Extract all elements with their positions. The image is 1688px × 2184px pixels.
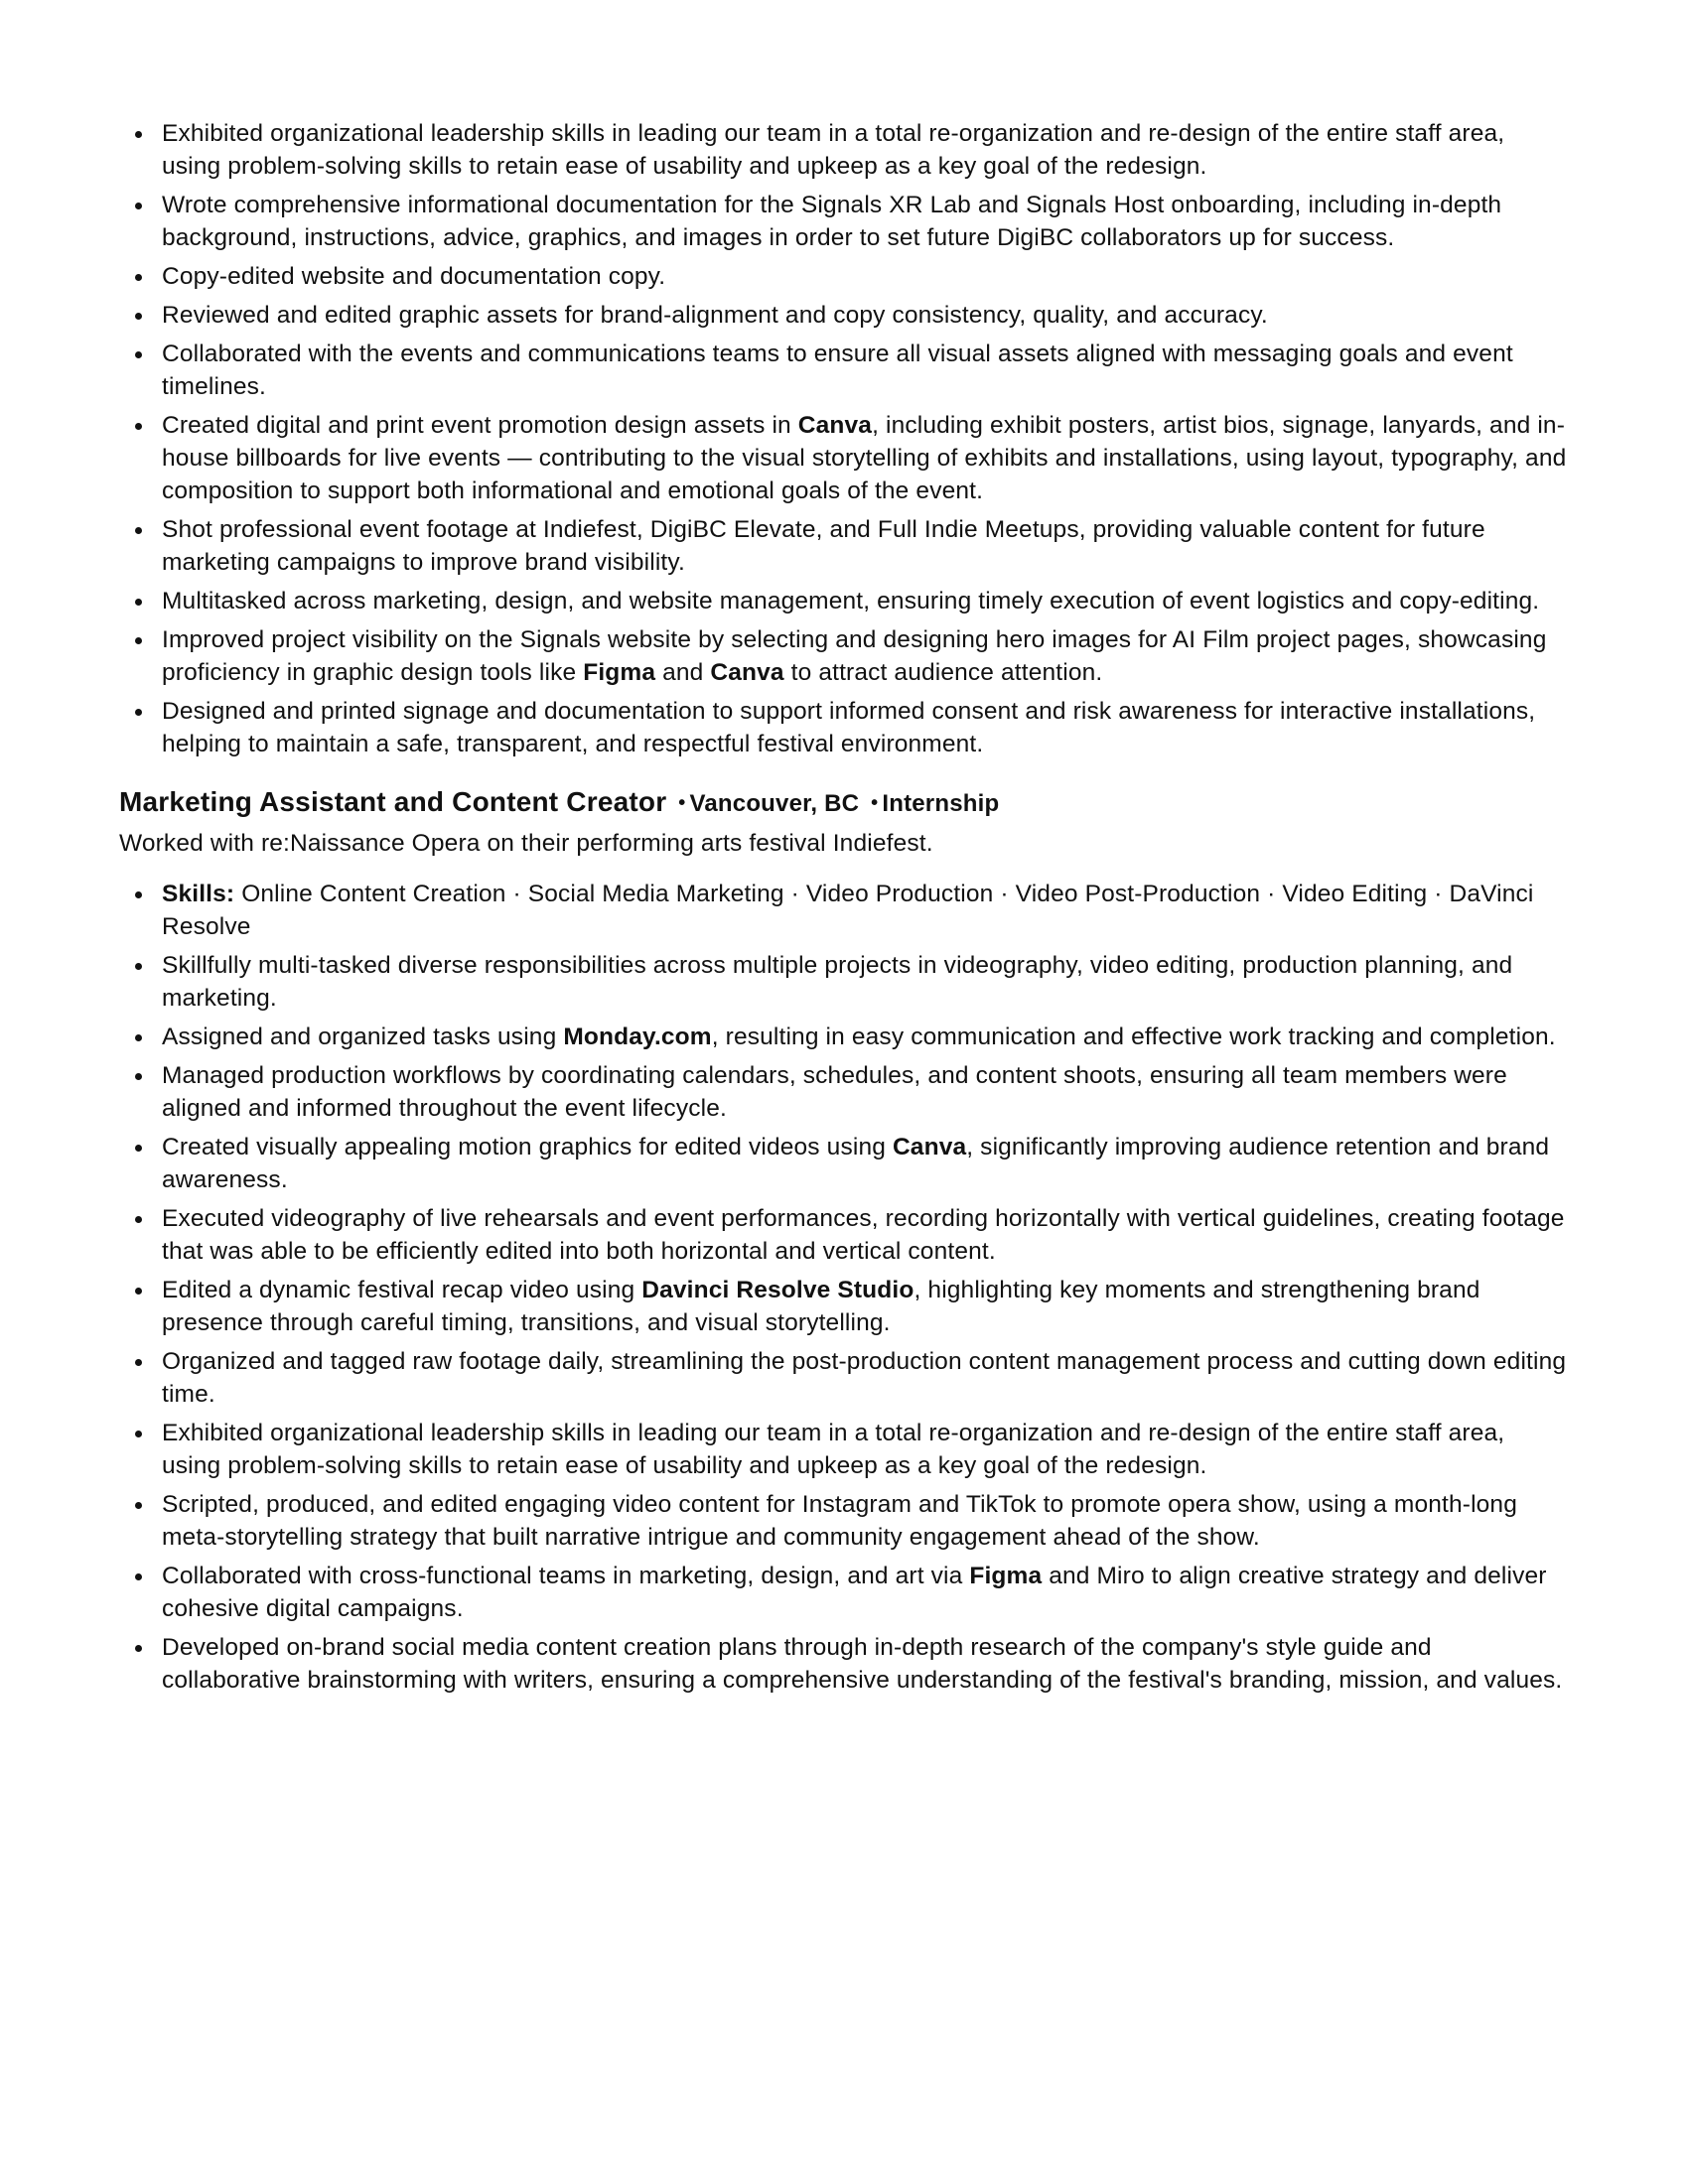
job-bullet-list <box>119 878 1569 1697</box>
bullet-text: Collaborated with the events and communications teams to ensure all visual assets aligned with messaging goals and event timelines. <box>162 341 1513 400</box>
bullet-dot-icon <box>135 203 142 209</box>
bullet-dot-icon <box>135 1216 142 1223</box>
bullet-text: Copy-edited website and documentation copy. <box>162 263 666 290</box>
bullet-text: Online Content Creation · Social Media Marketing · Video Production · Video Post-Production · Video Editing · DaVinci Resolve <box>162 881 1534 940</box>
bold-keyword: Canva <box>797 412 873 439</box>
bullet-text: Created digital and print event promotion design assets in <box>162 412 798 439</box>
bullet-item <box>119 623 1569 689</box>
bullet-item <box>119 695 1569 760</box>
bullet-dot-icon <box>135 1073 142 1080</box>
bullet-item <box>119 1560 1569 1625</box>
bullet-dot-icon <box>135 351 142 358</box>
bullet-text: , resulting in easy communication and effective work tracking and completion. <box>711 1024 1556 1050</box>
bullet-dot-icon <box>135 1359 142 1366</box>
bullet-item <box>119 1131 1569 1196</box>
bullet-dot-icon <box>135 891 142 898</box>
job-location: Vancouver, BC <box>689 790 860 817</box>
bold-keyword: Canva <box>710 659 784 686</box>
bullet-text: and Miro to align creative strategy and deliver cohesive digital campaigns. <box>162 1563 1547 1622</box>
bullet-dot-icon <box>135 1034 142 1041</box>
bullet-dot-icon <box>135 1645 142 1652</box>
bullet-text: Organized and tagged raw footage daily, streamlining the post-production content management process and cutting down editing time. <box>162 1348 1567 1408</box>
bullet-item <box>119 260 1569 293</box>
bullet-dot-icon <box>135 963 142 970</box>
heading-separator: • <box>678 792 686 814</box>
bullet-text: Shot professional event footage at Indiefest, DigiBC Elevate, and Full Indie Meetups, providing valuable content for future marketing campaigns to improve brand visibility. <box>162 516 1485 576</box>
bullet-item <box>119 1021 1569 1053</box>
bullet-dot-icon <box>135 1431 142 1437</box>
bullet-text: , significantly improving audience retention and brand awareness. <box>162 1134 1550 1193</box>
bullet-dot-icon <box>135 1502 142 1509</box>
bold-keyword: Figma <box>969 1563 1043 1589</box>
heading-separator: • <box>871 792 879 814</box>
bullet-text: Edited a dynamic festival recap video using <box>162 1277 642 1303</box>
bullet-text: Wrote comprehensive informational documentation for the Signals XR Lab and Signals Host onboarding, including in-depth background, instructions, advice, graphics, and images in order to set future DigiBC collaborators up for success. <box>162 192 1502 251</box>
bold-keyword: Figma <box>583 659 656 686</box>
bullet-item <box>119 409 1569 507</box>
bullet-item <box>119 513 1569 579</box>
bullet-text: Skillfully multi-tasked diverse responsibilities across multiple projects in videography, video editing, production planning, and marketing. <box>162 952 1513 1012</box>
bullet-text: , including exhibit posters, artist bios, signage, lanyards, and in-house billboards for live events — contributing to the visual storytelling of exhibits and installations, using layout, typography, and composition to support both informational and emotional goals of the event. <box>162 412 1567 504</box>
bullet-text: Reviewed and edited graphic assets for brand-alignment and copy consistency, quality, and accuracy. <box>162 302 1268 329</box>
bullet-dot-icon <box>135 709 142 716</box>
bold-keyword: Davinci Resolve Studio <box>641 1277 914 1303</box>
bullet-dot-icon <box>135 1288 142 1295</box>
bullet-dot-icon <box>135 1145 142 1152</box>
bullet-dot-icon <box>135 131 142 138</box>
bullet-text: Assigned and organized tasks using <box>162 1024 564 1050</box>
bullet-text: Exhibited organizational leadership skills in leading our team in a total re-organization and re-design of the entire staff area, using problem-solving skills to retain ease of usability and upkeep as a key goal of the redesign. <box>162 1420 1505 1479</box>
bullet-item <box>119 949 1569 1015</box>
bullet-item <box>119 1488 1569 1554</box>
previous-role-bullet-list <box>119 117 1569 760</box>
bullet-text: Executed videography of live rehearsals and event performances, recording horizontally with vertical guidelines, creating footage that was able to be efficiently edited into both horizontal and vertical content. <box>162 1205 1565 1265</box>
bullet-dot-icon <box>135 313 142 320</box>
bullet-text: , highlighting key moments and strengthening brand presence through careful timing, transitions, and visual storytelling. <box>162 1277 1480 1336</box>
bullet-item <box>119 1345 1569 1411</box>
bullet-text: Developed on-brand social media content creation plans through in-depth research of the company's style guide and collaborative brainstorming with writers, ensuring a comprehensive understanding of the festival's branding, mission, and values. <box>162 1634 1563 1694</box>
bullet-dot-icon <box>135 527 142 534</box>
bullet-text: Designed and printed signage and documentation to support informed consent and risk awareness for interactive installations, helping to maintain a safe, transparent, and respectful festival environment. <box>162 698 1536 757</box>
bullet-text: to attract audience attention. <box>783 659 1103 686</box>
job-heading <box>119 784 1569 823</box>
bullet-text: Collaborated with cross-functional teams in marketing, design, and art via <box>162 1563 970 1589</box>
bullet-dot-icon <box>135 1573 142 1580</box>
bullet-item <box>119 1059 1569 1125</box>
bold-keyword: Skills: <box>162 881 235 907</box>
bullet-dot-icon <box>135 637 142 644</box>
bullet-item <box>119 878 1569 943</box>
bullet-text: and <box>655 659 711 686</box>
bullet-text: Created visually appealing motion graphics for edited videos using <box>162 1134 893 1160</box>
bullet-item <box>119 299 1569 332</box>
bullet-item <box>119 338 1569 403</box>
job-description: Worked with re:Naissance Opera on their performing arts festival Indiefest. <box>119 830 933 857</box>
bullet-item <box>119 117 1569 183</box>
bullet-item <box>119 1631 1569 1697</box>
bold-keyword: Monday.com <box>563 1024 712 1050</box>
bullet-item <box>119 1274 1569 1339</box>
bullet-item <box>119 585 1569 617</box>
bullet-text: Multitasked across marketing, design, and website management, ensuring timely execution of event logistics and copy-editing. <box>162 588 1540 614</box>
bullet-dot-icon <box>135 274 142 281</box>
bullet-item <box>119 1202 1569 1268</box>
bullet-item <box>119 1417 1569 1482</box>
bullet-text: Managed production workflows by coordinating calendars, schedules, and content shoots, ensuring all team members were aligned and informed throughout the event lifecycle. <box>162 1062 1507 1122</box>
bullet-text: Improved project visibility on the Signals website by selecting and designing hero images for AI Film project pages, showcasing proficiency in graphic design tools like <box>162 626 1547 686</box>
bullet-dot-icon <box>135 423 142 430</box>
bullet-dot-icon <box>135 599 142 606</box>
bullet-text: Exhibited organizational leadership skills in leading our team in a total re-organization and re-design of the entire staff area, using problem-solving skills to retain ease of usability and upkeep as a key goal of the redesign. <box>162 120 1505 180</box>
job-type: Internship <box>882 790 1000 817</box>
bold-keyword: Canva <box>892 1134 967 1160</box>
bullet-text: Scripted, produced, and edited engaging video content for Instagram and TikTok to promote opera show, using a month-long meta-storytelling strategy that built narrative intrigue and community engagement ahead of the show. <box>162 1491 1517 1551</box>
bullet-item <box>119 189 1569 254</box>
job-title: Marketing Assistant and Content Creator <box>119 786 667 817</box>
